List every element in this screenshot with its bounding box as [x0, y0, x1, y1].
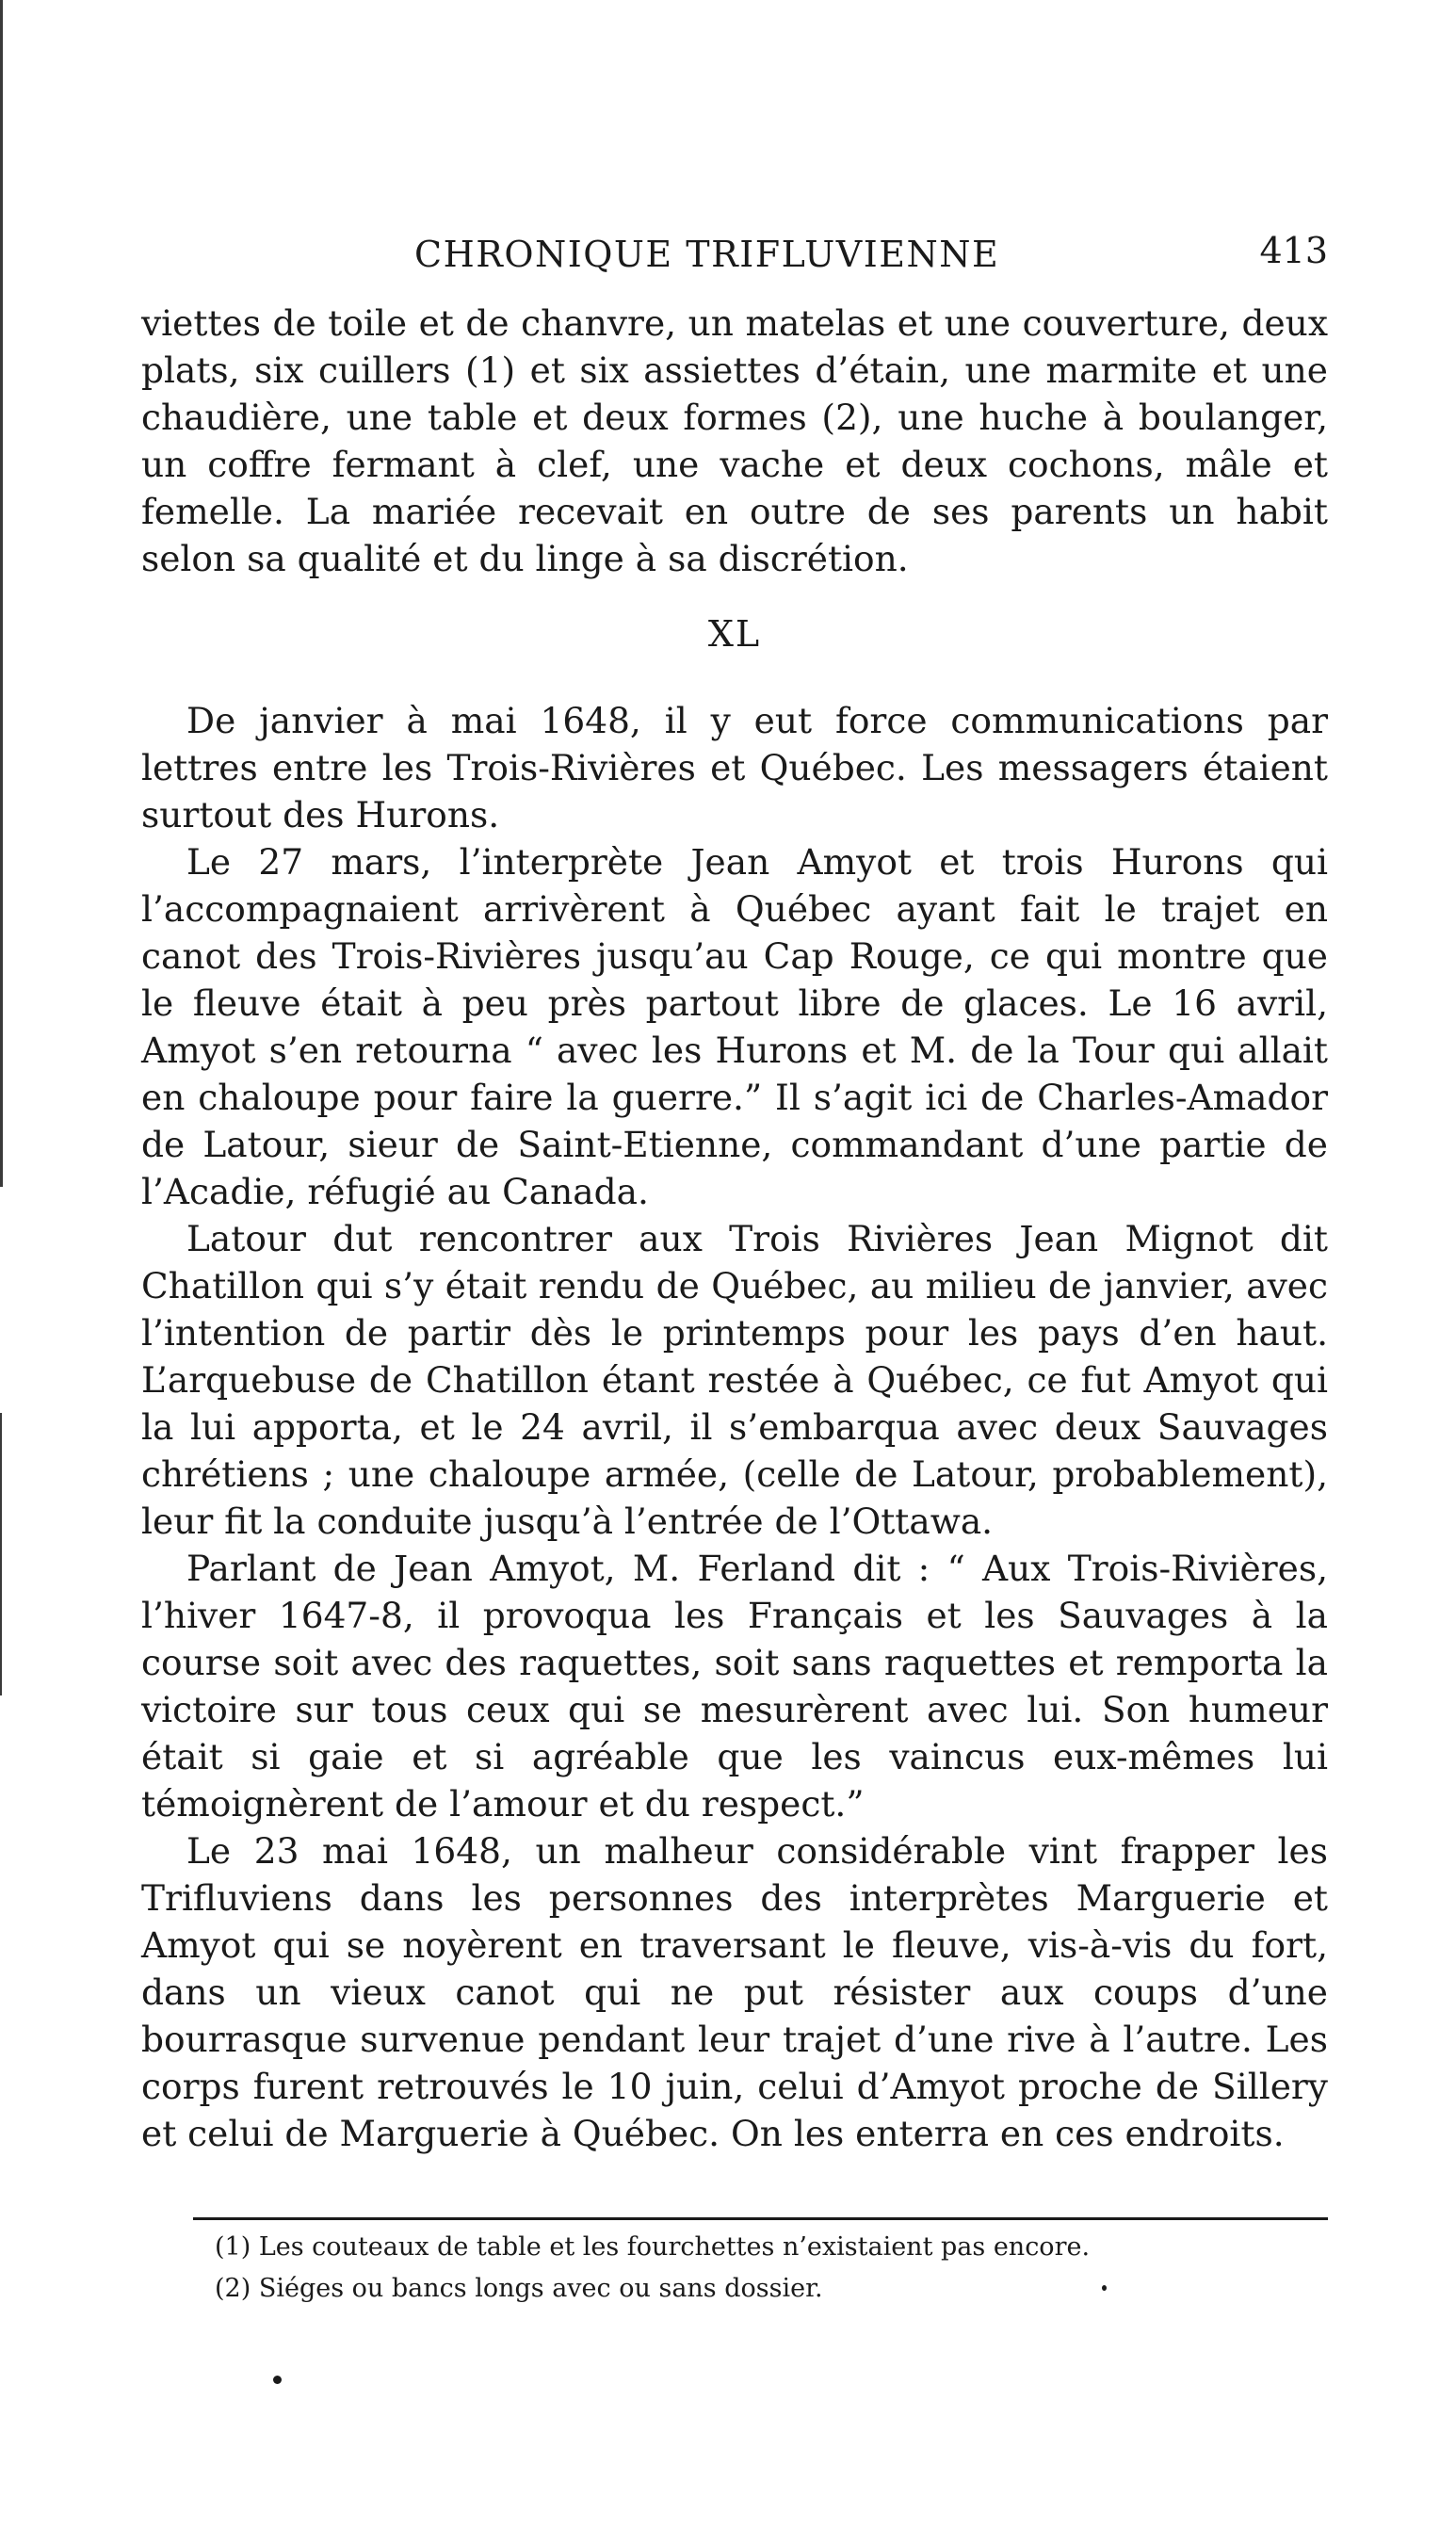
footnote-divider — [193, 2217, 1328, 2220]
body-text — [141, 300, 1328, 2157]
running-title: CHRONIQUE TRIFLUVIENNE — [414, 234, 1000, 275]
paragraph-3: Latour dut rencontrer aux Trois Rivières Jean Mignot dit Chatillon qui s’y était rendu de Québec, au milieu de janvier, avec l’intention de partir dès le printemps pour les pays d’en haut. L’arquebuse de Chatillon étant restée à Québec, ce fut Amyot qui la lui apporta, et le 24 avril, il s’embarqua avec deux Sauvages chrétiens ; une chaloupe armée, (celle de Latour, probablement), leur fit la conduite jusqu’à l’entrée de l’Ottawa. — [141, 1218, 1328, 1542]
paragraph-5: Le 23 mai 1648, un malheur considérable vint frapper les Trifluviens dans les personnes des interprètes Marguerie et Amyot qui se noyèrent en traversant le fleuve, vis-à-vis du fort, dans un vieux canot qui ne put résister aux coups d’une bourrasque survenue pendant leur trajet d’une rive à l’autre. Les corps furent retrouvés le 10 juin, celui d’Amyot proche de Sillery et celui de Marguerie à Québec. On les enterra en ces endroits. — [141, 1830, 1328, 2154]
footnote-1: (1) Les couteaux de table et les fourchettes n’existaient pas encore. — [215, 2232, 1091, 2262]
paragraph-1: De janvier à mai 1648, il y eut force communications par lettres entre les Trois-Rivières et Québec. Les messagers étaient surtout des Hurons. — [141, 700, 1328, 835]
footnote-2: (2) Siéges ou bancs longs avec ou sans dossier. — [215, 2274, 823, 2303]
page-edge-shadow-lower — [0, 1413, 2, 1695]
page-edge-shadow — [0, 0, 3, 1187]
paragraph-continuation: viettes de toile et de chanvre, un matelas et une couverture, deux plats, six cuillers (1) et six assiettes d’étain, une marmite et une chaudière, une table et deux formes (2), une huche à boulanger, un coffre fermant à clef, une vache et deux cochons, mâle et femelle. La mariée recevait en outre de ses parents un habit selon sa qualité et du linge à sa discrétion. — [141, 302, 1328, 579]
section-heading: XL — [707, 613, 762, 655]
ink-speck — [1102, 2285, 1107, 2291]
page-number: 413 — [1259, 230, 1328, 271]
ink-speck — [273, 2376, 282, 2384]
footnotes — [215, 2227, 1326, 2310]
paragraph-2: Le 27 mars, l’interprète Jean Amyot et trois Hurons qui l’accompagnaient arrivèrent à Québec ayant fait le trajet en canot des Trois-Rivières jusqu’au Cap Rouge, ce qui montre que le fleuve était à peu près partout libre de glaces. Le 16 avril, Amyot s’en retourna “ avec les Hurons et M. de la Tour qui allait en chaloupe pour faire la guerre.” Il s’agit ici de Charles-Amador de Latour, sieur de Saint-Etienne, commandant d’une partie de l’Acadie, réfugié au Canada. — [141, 841, 1328, 1212]
paragraph-4: Parlant de Jean Amyot, M. Ferland dit : “ Aux Trois-Rivières, l’hiver 1647-8, il provoqua les Français et les Sauvages à la course soit avec des raquettes, soit sans raquettes et remporta la victoire sur tous ceux qui se mesurèrent avec lui. Son humeur était si gaie et si agréable que les vaincus eux-mêmes lui témoignèrent de l’amour et du respect.” — [141, 1548, 1328, 1825]
running-head — [141, 230, 1328, 290]
